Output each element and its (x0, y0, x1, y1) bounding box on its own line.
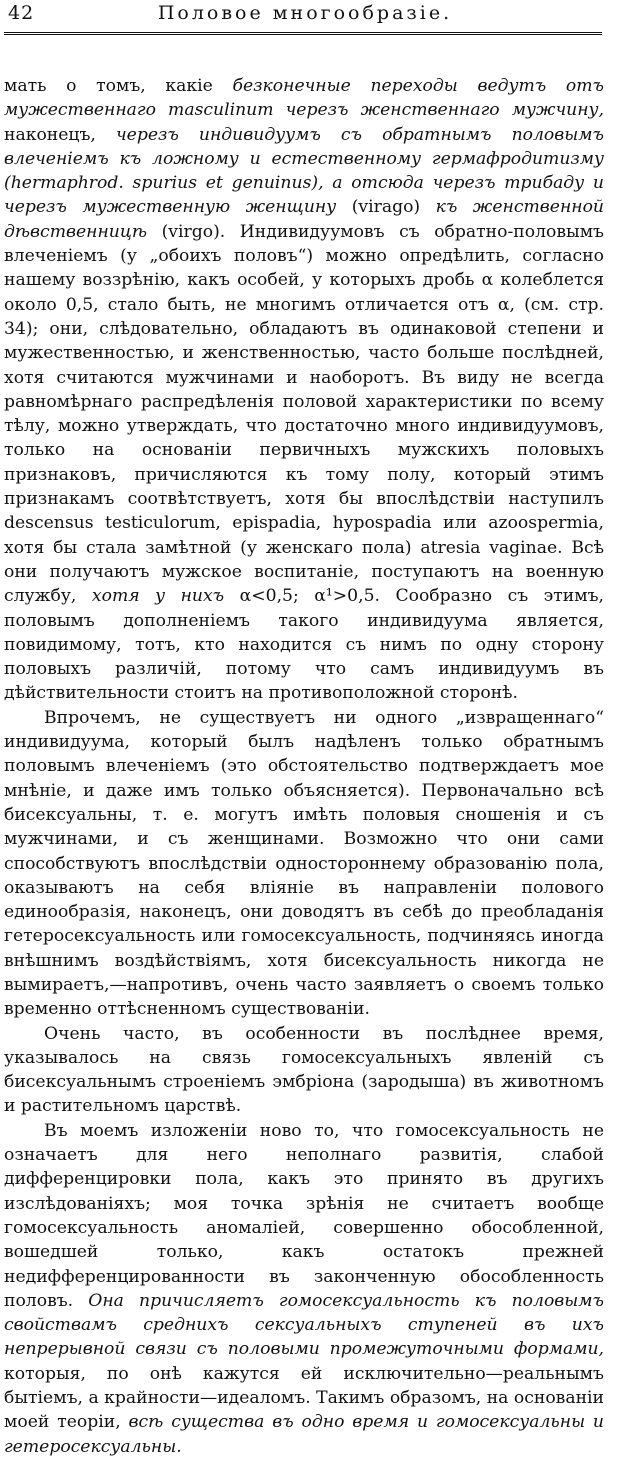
text-segment: мать о томъ, какіе (4, 76, 233, 96)
italic-text-segment: всѣ существа въ одно время и гомосексуальны и гетеросексуальны. (4, 1412, 604, 1457)
italic-text-segment: Она причисляетъ гомосексуальность къ половымъ свойствамъ среднихъ сексуальныхъ ступеней въ ихъ непрерывной связи съ половыми промежуточными формами, (4, 1290, 605, 1360)
text-segment: Впрочемъ, не существуетъ ни одного „извращеннаго“ индивидуума, который былъ надѣленъ только обратнымъ половымъ влеченіемъ (это обстоятельство подтверждаетъ мое мнѣніе, и даже имъ только объясняется). Первоначально всѣ бисексуальны, т. е. могутъ имѣть половыя сношенія и съ мужчинами, и съ женщинами. Возможно что они сами способствуютъ впослѣдствіи одностороннему образованію пола, оказываютъ на себя вліяніе въ направленіи полового единообразія, наконецъ, они доводятъ въ себѣ до преобладанія гетеросексуальность или гомосексуальность, подчиняясь иногда внѣшнимъ воздѣйствіямъ, хотя бисексуальность никогда не вымираетъ,—напротивъ, очень часто заявляетъ о своемъ только временно оттѣсненномъ существованіи. (4, 707, 604, 1020)
italic-text-segment: къ женственной дѣвственницѣ (4, 197, 604, 242)
italic-text-segment: безконечные переходы ведутъ отъ мужественнаго masculinum черезъ женственнаго мужчину, (4, 76, 604, 121)
italic-text-segment: хотя у нихъ (91, 586, 240, 607)
paragraph (4, 1119, 604, 1459)
header-rule (4, 32, 602, 36)
page-number: 42 (8, 2, 35, 24)
page-header (4, 0, 606, 26)
text-segment: α<0,5; α¹>0,5. Сообразно съ этимъ, половымъ дополненіемъ такого индивидуума является, повидимому, тотъ, кто находится съ нимъ по одну сторону половыхъ различій, потому что самъ индивидуумъ въ дѣйствительности стоитъ на противоположной сторонѣ. (4, 586, 605, 704)
text-segment: (virgo). Индивидуумовъ съ обратно-половымъ влеченіемъ (у „обоихъ половъ“) можно опредѣлить, согласно нашему воззрѣнію, какъ особей, у которыхъ дробь α колеблется около 0,5, стало быть, не многимъ отличается отъ α, (см. стр. 34); они, слѣдовательно, обладаютъ въ одинаковой степени и мужественностью, и женственностью, часто больше послѣдней, хотя считаются мужчинами и наоборотъ. Въ виду не всегда равномѣрнаго распредѣленія половой характеристики по всему тѣлу, можно утверждать, что достаточно много индивидуумовъ, только на основаніи первичныхъ мужскихъ половыхъ признаковъ, причисляются къ тому полу, который этимъ признакамъ соотвѣтствуетъ, хотя бы впослѣдствіи наступилъ descensus testiculorum, epispadia, hypospadia или azoospermia, хотя бы стала замѣтной (у женскаго пола) atresia vaginae. Всѣ они получаютъ мужское воспитаніе, поступаютъ на военную службу, (4, 221, 604, 607)
italic-text-segment: черезъ индивидуумъ съ обратнымъ половымъ влеченіемъ къ ложному и естественному гермафродитизму (hermaphrod. spurius et genuinus), а отсюда черезъ трибаду и черезъ мужественную женщину (4, 124, 604, 218)
text-segment: Очень часто, въ особенности въ послѣднее время, указывалось на связь гомосексуальныхъ явленій съ бисексуальнымъ строеніемъ эмбріона (зародыша) въ животномъ и растительномъ царствѣ. (4, 1023, 604, 1117)
paragraph (4, 706, 604, 1022)
running-title: Половое многообразіе. (157, 2, 453, 24)
paragraph (4, 1022, 604, 1119)
text-segment: наконецъ, (4, 124, 116, 145)
text-segment: Въ моемъ изложеніи ново то, что гомосексуальность не означаетъ для него неполнаго развитія, слабой дифференцировки пола, какъ это принято въ другихъ изслѣдованіяхъ; моя точка зрѣнія не считаетъ вообще гомосексуальность аномаліей, совершенно обособленной, вошедшей только, какъ остатокъ прежней недифференцированности въ законченную обособленность половъ. (4, 1120, 604, 1311)
paragraph (4, 74, 604, 706)
body-text (4, 74, 604, 1459)
text-segment: которыя, по онѣ кажутся ей исключительно—реальнымъ бытіемъ, а крайности—идеаломъ. Такимъ образомъ, на основаніи моей теоріи, (4, 1363, 604, 1433)
text-segment: (virago) (351, 197, 436, 218)
